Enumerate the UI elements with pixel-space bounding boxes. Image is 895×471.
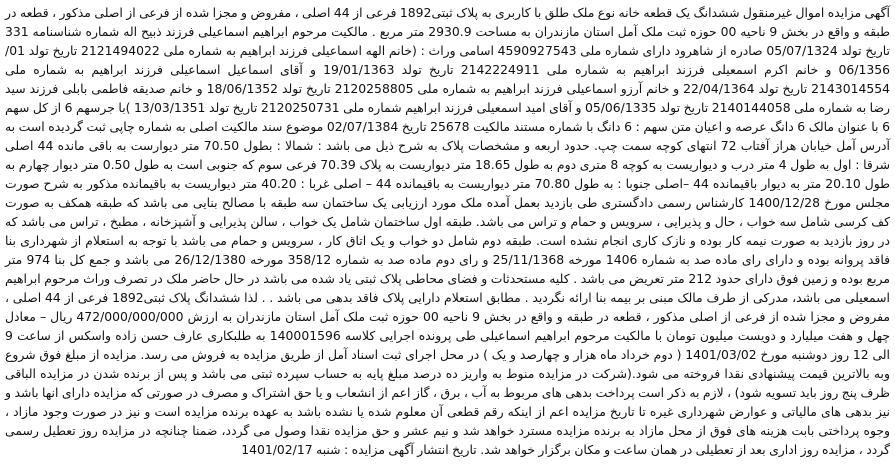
notice-body-text: آگهی مزایده اموال غیرمنقول ششدانگ یک قطعه خانه نوع ملک طلق با کاربری به پلاک ثبتی1892 فرعی از 44 اصلی ، مفروض و مجزا شده از فرعی از اصلی مذکور ، قطعه در طبقه و واقع در بخش 9 ناحیه 00 حوزه ثبت ملک آمل استان مازندران به مساحت 2930.9 متر مربع . مالکیت مرحوم ابراهیم اسماعیلی فرزند ذبیح اله شماره شناسنامه 331 تاریخ تولد 05/07/1324 صادره از شاهرود دارای شماره ملی 4590927543 اسامی وراث : (خانم الهه اسماعیلی فرزند ابراهیم به شماره ملی 2121494022 تاریخ تولد 01/ 06/1356 و خانم اکرم اسمعیلی فرزند ابراهیم به شماره ملی 2142224911 تاریخ تولد 19/01/1363 و آقای اسماعیل اسماعیلی فرزند ابراهیم به شماره ملی 2143014554 تاریخ تولد 22/04/1364 و خانم آرزو اسماعیلی فرزند ابراهیم به شماره ملی 2120258805 تاریخ تولد 18/06/1352 و خانم صدیقه فاطمی بابلی فرزند سید رضا به شماره ملی 2140144058 تاریخ تولد 05/06/1335 و آقای امید اسمعیلی فرزند ابراهیم شماره ملی 2120250731 تاریخ تولد 13/03/1351 )با جرسهم 6 از کل سهم 6 با عنوان مالک 6 دانگ عرصه و اعیان متن سهم : 6 دانگ با شماره مستند مالکیت 25678 تاریخ 02/07/1384 موضوع سند مالکیت اصلی به شماره چاپی ثبت گردیده است به آدرس آمل خیابان هراز آفتاب 72 انتهای کوچه سمت چپ. حدود اربعه و مشخصات پلاک به شرح ذیل می باشد : شمالا : بطول 70.50 متر دیوارست به باقی مانده 44 اصلی شرقا : اول به طول 4 متر درب و دیواریست به کوچه 8 متری دوم به طول 18.65 متر دیواریست به پلاک 70.39 فرعی سوم که جنوبی است به طول 0.50 متر دیوار چهارم به طول 20.10 متر به دیوار باقیمانده 44 –اصلی جنوبا : به طول 70.80 متر دیواریست به باقیمانده 44 – اصلی غربا : 40.20 متر دیواریست به باقیمانده مذکور به شرح صورت مجلس مورخ 1400/12/28 کارشناس رسمی دادگستری طی بازدید بعمل آمده ملک مورد ارزیابی یک ساختمان سه طبقه با مصالح بنایی می باشد که طبقه همکف به صورت کف کرسی شامل سه خواب ، حال و پذیرایی ، سرویس و حمام و تراس می باشد. طبقه اول ساختمان شامل یک خواب ، سالن پذیرایی و آشپزخانه ، مطبخ ، تراس می باشد که در روز بازدید به صورت نیمه کار بوده و نازک کاری انجام نشده است. طبقه دوم شامل دو خواب و یک اتاق کار ، سرویس و حمام می باشد با توجه به استعلام از شهرداری بنا فاقد پروانه بوده و دارای رای ماده صد به شماره 1406 مورخه 25/11/1368 و رای دوم ماده صد به شماره 358/12 مورخه 26/12/1380 می باشد و جمع کل بنا 974 متر مربع بوده و زمین فوق دارای حدود 212 متر تعریض می باشد . کلیه مستحدثات و فضای محاطی پلاک ثبتی یاد شده می باشد در حال حاضر ملک در تصرف وراث مرحوم ابراهیم اسمعیلی می باشد، مدرکی از طرف مالک مبنی بر بیمه بنا ارائه نگردید . مطابق استعلام دارایی پلاک فاقد بدهی می باشد . . لذا ششدانگ پلاک ثبتی1892 فرعی از 44 اصلی ، مفروض و مجزا شده از فرعی از اصلی مذکور ، قطعه در طبقه و واقع در بخش 9 ناحیه 00 حوزه ثبت ملک آمل استان مازندران به ارزش 472/000/000/000 ریال – معادل چهل و هفت میلیارد و دویست میلیون تومان با مالکیت مرحوم ابراهیم اسماعیلی طی پرونده اجرایی کلاسه 140001596 به طلبکاری عارف حسن زاده واسکس از ساعت 9 الی 12 روز دوشنبه مورخ 1401/03/02 ( دوم خرداد ماه هزار و چهارصد و یک ) در محل اجرای ثبت اسناد آمل از طریق مزایده به فروش می رسد. مزایده از مبلغ فوق شروع وبه بالاترین قیمت پیشنهادی نقدا فروخته می شود.(شرکت در مزایده منوط به واریز ده درصد مبلغ پایه به حساب سپرده ثبتی می باشد و پس از برنده شدن در مزایده الباقی ظرف پنج روز باید تسویه شود) ، لازم به ذکر است پرداخت بدهی های مربوط به آب ، برق ، گاز اعم از انشعاب و یا حق اشتراک و مصرف در صورتی که مزایده دارای انها باشد و نیز بدهی های مالیاتی و عوارض شهرداری غیره تا تاریخ مزایده اعم از اینکه رقم قطعی آن معلوم شده یا نشده باشد به عهده برنده مزایده است و نیز در صورت وجود مازاد ، وجوه پرداختی بابت هزینه های فوق از محل مازاد به برنده مزایده مسترد خواهد شد و نیم عشر و حق مزایده نقدا وصول می گردد، ضمنا چنانچه در مزایده روز تعطیل رسمی گردد ، مزایده روز اداری بعد از تعطیلی در همان ساعت و مکان برگزار خواهد شد. تاریخ انتشار آگهی مزایده : شنبه 1401/02/17 <box>5 5 891 457</box>
